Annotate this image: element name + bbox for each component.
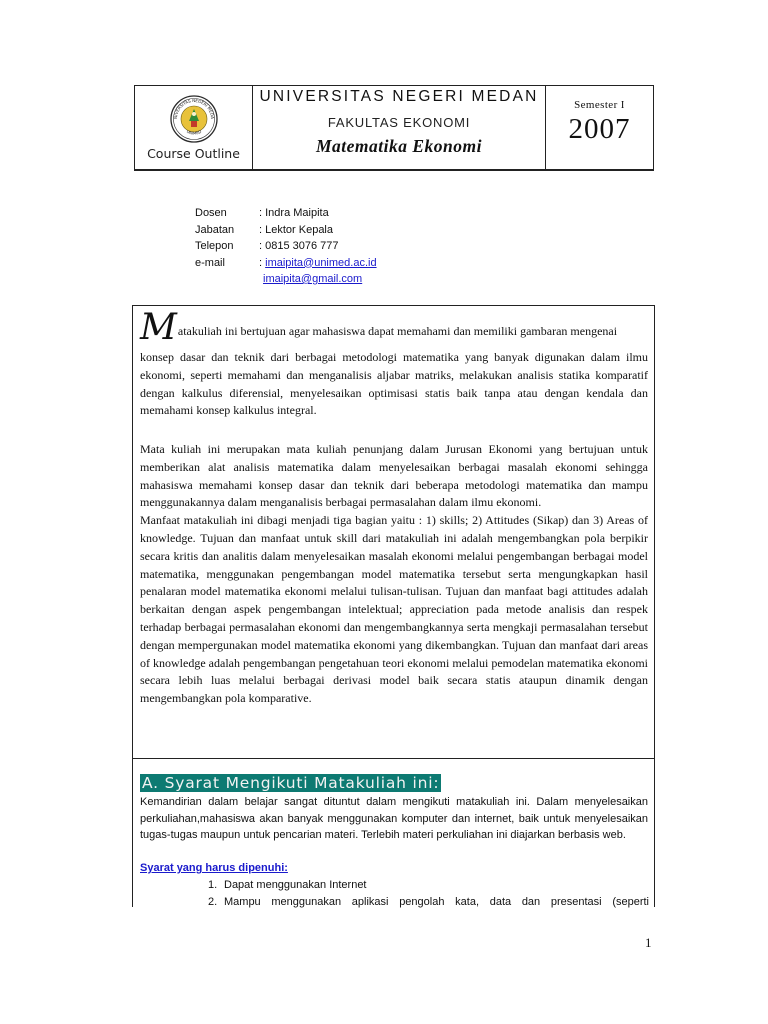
lecturer-info [195, 205, 377, 288]
requirements-title: Syarat yang harus dipenuhi: [140, 862, 288, 874]
year-label: 2007 [568, 113, 631, 145]
email-link-secondary[interactable]: imaipita@gmail.com [263, 273, 363, 285]
telepon-value: : 0815 3076 777 [259, 240, 339, 252]
email-colon: : [259, 256, 266, 269]
list-item-text: Dapat menggunakan Internet [224, 879, 367, 891]
dropcap-letter: M [140, 307, 177, 348]
course-outline-label: Course Outline [147, 146, 240, 161]
content-box [132, 305, 655, 907]
list-item [208, 877, 649, 894]
list-item-text: Mampu menggunakan aplikasi pengolah kata, data dan presentasi (seperti [224, 895, 649, 908]
description-paragraph: konsep dasar dan teknik dari berbagai metodologi matematika yang banyak digunakan dalam ilmu ekonomi, seperti memahami dan menganalisis aljabar matriks, melakukan analisis statika komparatif dengan kalkulus diferensial, menyelesaikan optimisasi statis baik tanpa atau dengan kendala dan memahami konsep kalkulus integral. [140, 350, 648, 418]
logo-text-top: NIVERSITAS NEGERI MEDA [172, 97, 216, 120]
university-logo-icon [169, 94, 219, 144]
jabatan-row [195, 222, 377, 239]
faculty-name: FAKULTAS EKONOMI [327, 115, 471, 130]
dosen-row [195, 205, 377, 222]
title-cell [253, 86, 545, 169]
description-first-line-text: atakuliah ini bertujuan agar mahasiswa dapat memahami dan memiliki gambaran mengenai [177, 324, 618, 338]
objectives-block [140, 441, 648, 708]
dosen-label: Dosen [195, 207, 227, 219]
list-item [208, 894, 649, 911]
email-row-secondary [195, 271, 377, 288]
course-name: Matematika Ekonomi [315, 136, 483, 156]
university-name: UNIVERSITAS NEGERI MEDAN [259, 88, 539, 105]
section-divider [133, 758, 654, 759]
semester-label: Semester I [574, 99, 625, 111]
section-a-title: A. Syarat Mengikuti Matakuliah ini: [142, 774, 440, 792]
logo-cell [135, 86, 253, 169]
logo-text-bottom: UNIMED [185, 128, 203, 136]
list-item-number: 1. [208, 879, 218, 891]
list-item-number: 2. [208, 895, 218, 908]
jabatan-value: : Lektor Kepala [259, 223, 333, 236]
dosen-value: : Indra Maipita [259, 207, 329, 219]
email-link-primary[interactable]: imaipita@unimed.ac.id [265, 256, 377, 269]
telepon-label: Telepon [195, 240, 234, 252]
telepon-row [195, 238, 377, 255]
requirements-list [208, 877, 649, 910]
section-a-body: Kemandirian dalam belajar sangat dituntut dalam mengikuti matakuliah ini. Dalam menyelesaikan perkuliahan,mahasiswa akan banyak menggunakan komputer dan internet, baik untuk menyelesaikan tugas-tugas maupun untuk pencarian materi. Terlebih materi perkuliahan ini diajarkan berbasis web. [140, 796, 648, 841]
header-table [134, 85, 654, 171]
objectives-paragraph: Mata kuliah ini merupakan mata kuliah penunjang dalam Jurusan Ekonomi yang bertujuan untuk memberikan alat analisis matematika dalam menyelesaikan berbagai masalah ekonomi sehingga mahasiswa memahami konsep dasar dan teknik dari beberapa metodologi matematika dan mampu menggunakannya dalam menganalisis berbagai permasalahan dalam ilmu ekonomi. [140, 442, 648, 510]
benefits-paragraph: Manfaat matakuliah ini dibagi menjadi tiga bagian yaitu : 1) skills; 2) Attitudes (Sikap) dan 3) Areas of knowledge. Tujuan dan manfaat untuk skill dari matakuliah ini adalah mengembangkan pola berpikir secara kritis dan analitis dalam menyelesaikan masalah ekonomi melalui pengembangan berbagai model matematika, menggunakan pengembangan model matematika tersebut serta mengungkapkan hasil penalaran model matematika ekonomi melalui tulisan-tulisan. Tujuan dan manfaat bagi attitudes adalah berkaitan dengan aspek pengembangan intelektual; appreciation pada metode analisis dan respek terhadap berbagai permasalahan ekonomi dan mengembangkannya serta mengkaji permasalahan tersebut dengan mempergunakan model matematika ekonomi yang dikembangkan. Tujuan dan manfaat dari areas of knowledge adalah pengembangan pengetahuan teori ekonomi melalui pemodelan matematika ekonomi secara lebih luas melalui berbagai derivasi model baik secara statis ataupun dinamik dengan mengembangkan pola komparative. [140, 513, 648, 706]
email-row [195, 255, 377, 272]
page-number: 1 [645, 935, 652, 950]
jabatan-label: Jabatan [195, 223, 235, 236]
semester-cell [545, 86, 653, 169]
description-first-line [140, 307, 648, 348]
email-label: e-mail [195, 256, 225, 269]
